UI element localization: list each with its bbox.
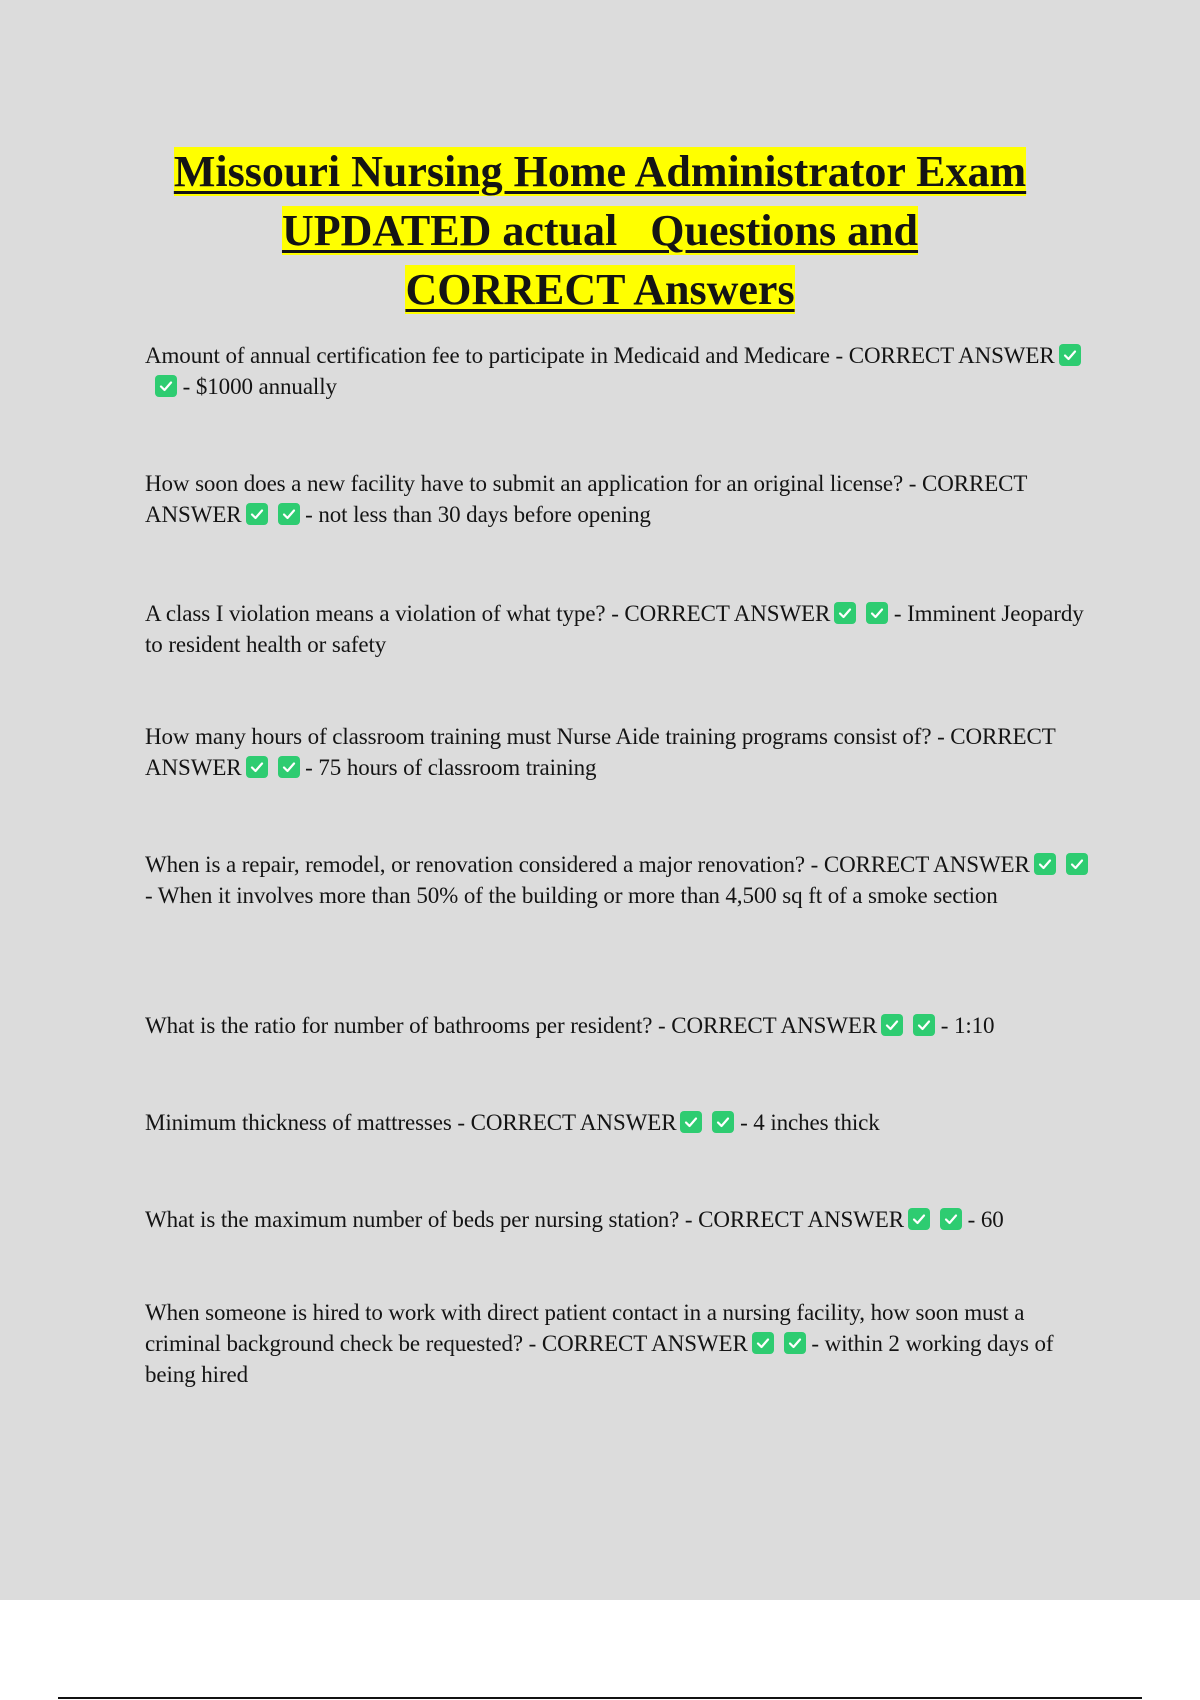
answer-text: - When it involves more than 50% of the building or more than 4,500 sq ft of a smoke section — [145, 883, 998, 908]
check-mark-icon — [834, 602, 856, 624]
check-mark-icon — [712, 1111, 734, 1133]
title-line-3: CORRECT Answers — [405, 265, 795, 314]
qa-item — [145, 340, 1090, 402]
footer-divider — [58, 1697, 1142, 1699]
qa-item — [145, 1010, 1090, 1041]
check-mark-icon — [680, 1111, 702, 1133]
check-mark-icon — [881, 1014, 903, 1036]
qa-item — [145, 1297, 1090, 1390]
question-text: What is the ratio for number of bathrooms per resident? - CORRECT ANSWER — [145, 1013, 878, 1038]
document-title — [100, 142, 1100, 319]
question-text: How soon does a new facility have to submit an application for an original license? - CORRECT ANSWER — [145, 471, 1027, 527]
check-mark-icon — [752, 1332, 774, 1354]
qa-item — [145, 598, 1090, 660]
question-text: When someone is hired to work with direct patient contact in a nursing facility, how soon must a criminal background check be requested? - CORRECT ANSWER — [145, 1300, 1025, 1356]
answer-text: - 1:10 — [940, 1013, 995, 1038]
check-mark-icon — [908, 1208, 930, 1230]
question-text: How many hours of classroom training must Nurse Aide training programs consist of? - CORRECT ANSWER — [145, 724, 1056, 780]
check-mark-icon — [1034, 853, 1056, 875]
question-text: A class I violation means a violation of what type? - CORRECT ANSWER — [145, 601, 831, 626]
check-mark-icon — [1066, 853, 1088, 875]
answer-text: - within 2 working days of being hired — [145, 1331, 1054, 1387]
title-line-2: UPDATED actual Questions and — [281, 206, 919, 255]
check-mark-icon — [1059, 344, 1081, 366]
answer-text: - 60 — [967, 1207, 1004, 1232]
check-mark-icon — [278, 756, 300, 778]
qa-item — [145, 468, 1090, 530]
check-mark-icon — [246, 756, 268, 778]
check-mark-icon — [155, 375, 177, 397]
check-mark-icon — [246, 503, 268, 525]
answer-text: - 4 inches thick — [740, 1110, 880, 1135]
qa-item — [145, 1107, 1090, 1138]
question-text: Amount of annual certification fee to participate in Medicaid and Medicare - CORRECT ANSWER — [145, 343, 1055, 368]
check-mark-icon — [784, 1332, 806, 1354]
question-text: Minimum thickness of mattresses - CORRECT ANSWER — [145, 1110, 677, 1135]
check-mark-icon — [913, 1014, 935, 1036]
qa-item — [145, 1204, 1090, 1235]
answer-text: - Imminent Jeopardy to resident health or safety — [145, 601, 1084, 657]
question-text: What is the maximum number of beds per nursing station? - CORRECT ANSWER — [145, 1207, 904, 1232]
answer-text: - $1000 annually — [182, 374, 337, 399]
answer-text: - not less than 30 days before opening — [305, 502, 651, 527]
qa-item — [145, 849, 1090, 911]
qa-item — [145, 721, 1090, 783]
check-mark-icon — [866, 602, 888, 624]
answer-text: - 75 hours of classroom training — [305, 755, 597, 780]
title-line-1: Missouri Nursing Home Administrator Exam — [173, 147, 1027, 196]
check-mark-icon — [278, 503, 300, 525]
question-text: When is a repair, remodel, or renovation considered a major renovation? - CORRECT ANSWER — [145, 852, 1030, 877]
check-mark-icon — [940, 1208, 962, 1230]
